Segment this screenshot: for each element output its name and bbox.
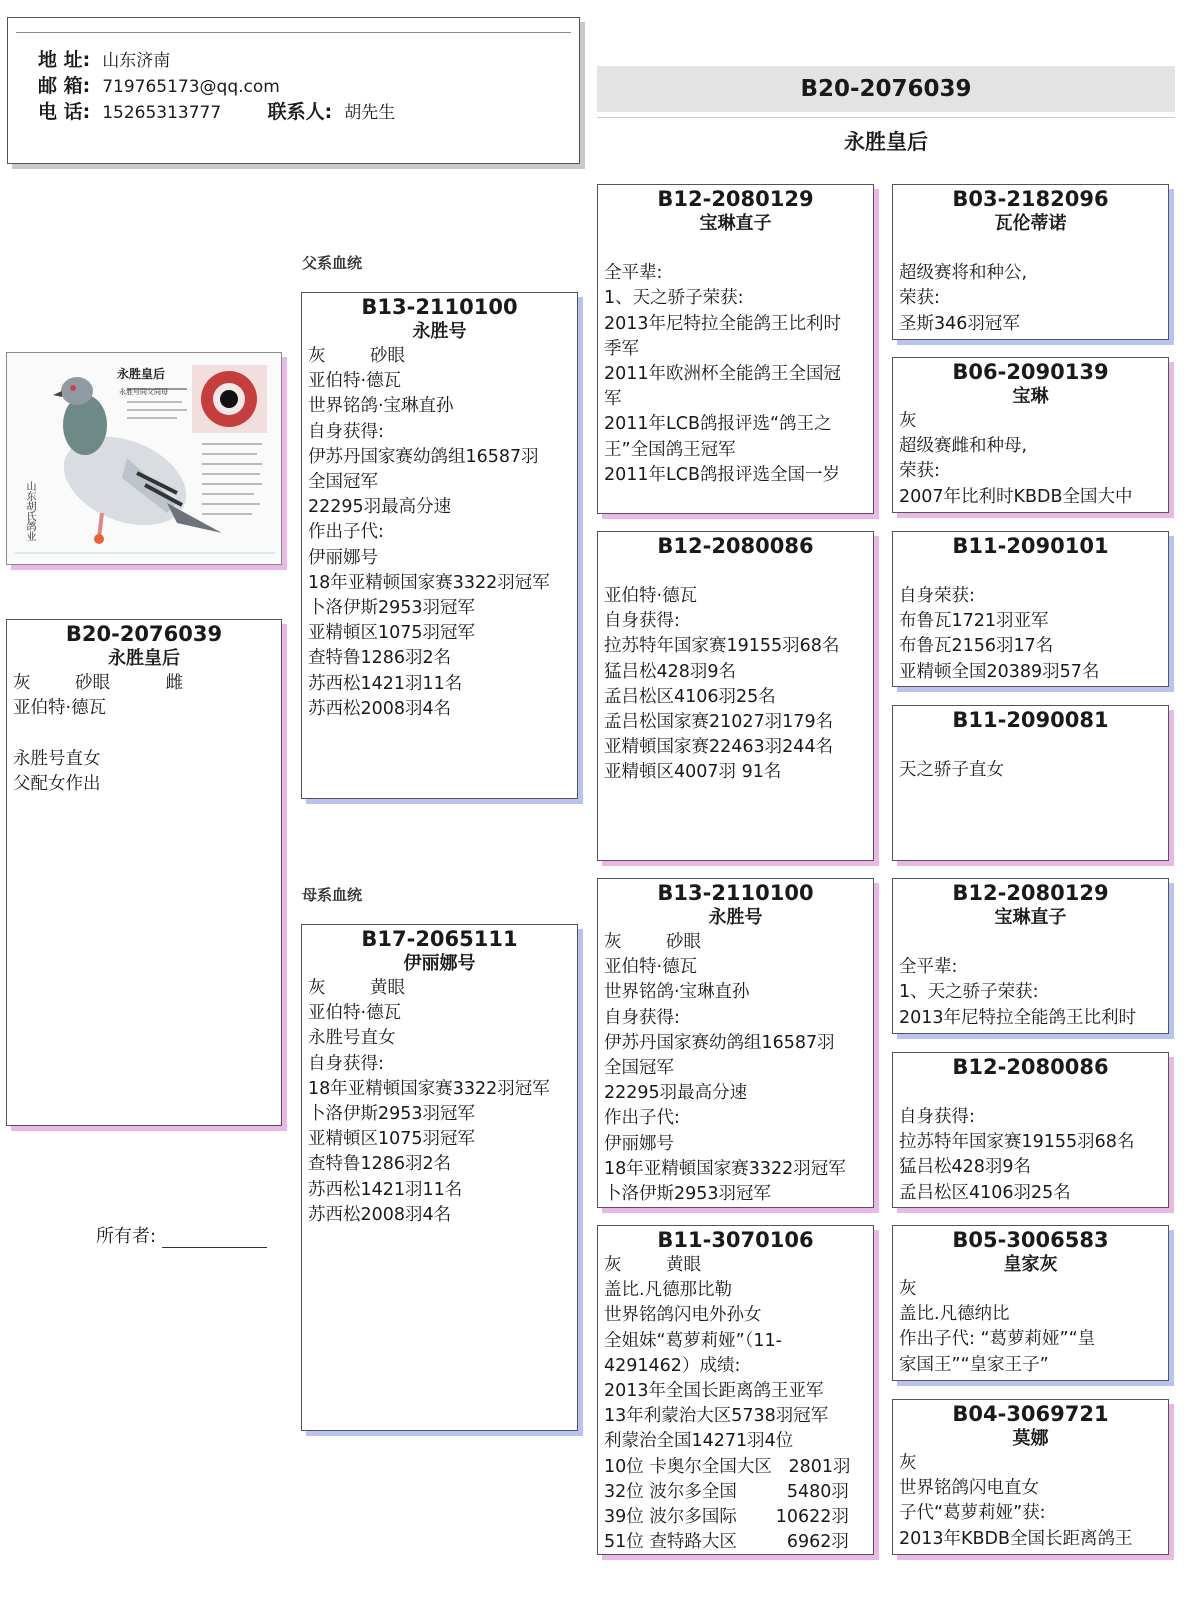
subject-details: 灰 砂眼 雌 亚伯特·德瓦 永胜号直女 父配女作出 xyxy=(13,673,184,794)
sire-dam-details: 亚伯特·德瓦 自身获得: 拉苏特年国家赛19155羽68名 猛吕松428羽9名 孟吕松区4106羽25名 孟吕松国家赛21027羽179名 亚精頓国家赛22463羽244名 亚精頓区4007羽 91名 xyxy=(604,586,840,783)
dam-sire-details: 灰 砂眼 亚伯特·德瓦 世界铭鸽·宝琳直孙 自身获得: 伊苏丹国家赛幼鸽组16587羽 全国冠军 22295羽最高分速 作出子代: 伊丽娜号 18年亚精頓国家赛3322羽冠军 卜洛伊斯2953羽冠军 xyxy=(604,932,846,1205)
sd-dam-details: 天之骄子直女 xyxy=(899,760,1004,780)
ds-sire-details: 全平辈: 1、天之骄子荣获: 2013年尼特拉全能鸽王比利时 xyxy=(899,957,1137,1028)
sire-sire-name: 宝琳直子 xyxy=(699,213,772,234)
sire-sire-ring: B12-2080129 xyxy=(657,187,814,211)
ss-dam-details: 灰 超级赛雌和种母, 荣获: 2007年比利时KBDB全国大中 xyxy=(899,411,1133,507)
ds-sire-card xyxy=(892,878,1169,1034)
dd-dam-ring: B04-3069721 xyxy=(952,1402,1109,1426)
contact-label: 联系人: xyxy=(267,101,333,123)
paternal-label: 父系血统 xyxy=(302,254,363,272)
dd-sire-ring: B05-3006583 xyxy=(952,1228,1109,1252)
ss-dam-card xyxy=(892,357,1169,513)
dd-dam-name: 莫娜 xyxy=(1012,1428,1049,1449)
photo-card-title: 永胜皇后 xyxy=(117,367,166,381)
ds-dam-card xyxy=(892,1052,1169,1208)
sire-dam-card xyxy=(597,531,874,861)
phone-label: 电 话: xyxy=(38,101,91,123)
owner-blank-line[interactable] xyxy=(162,1230,267,1248)
dam-details: 灰 黄眼 亚伯特·德瓦 永胜号直女 自身获得: 18年亚精頓国家赛3322羽冠军 卜洛伊斯2953羽冠军 亚精頓区1075羽冠军 查特鲁1286羽2名 苏西松1421羽11名 苏西松2008羽4名 xyxy=(308,978,550,1225)
email-label: 邮 箱: xyxy=(38,75,91,97)
ss-dam-name: 宝琳 xyxy=(1012,386,1049,407)
subject-card xyxy=(6,619,282,1126)
ds-sire-name: 宝琳直子 xyxy=(994,907,1067,928)
owner-label: 所有者: xyxy=(96,1226,157,1247)
sire-sire-details: 全平辈: 1、天之骄子荣获: 2013年尼特拉全能鸽王比利时 季军 2011年欧洲杯全能鸽王全国冠 军 2011年LCB鸽报评选“鸽王之 王”全国鸽王冠军 2011年LCB鸽报评选全国一岁 xyxy=(604,263,842,485)
sire-details: 灰 砂眼 亚伯特·德瓦 世界铭鸽·宝琳直孙 自身获得: 伊苏丹国家赛幼鸽组16587羽 全国冠军 22295羽最高分速 作出子代: 伊丽娜号 18年亚精顿国家赛3322羽冠军 卜洛伊斯2953羽冠军 亚精頓区1075羽冠军 查特鲁1286羽2名 苏西松1421羽11名 苏西松2008羽4名 xyxy=(308,346,550,719)
ds-dam-details: 自身获得: 拉苏特年国家赛19155羽68名 猛吕松428羽9名 孟吕松区4106羽25名 xyxy=(899,1107,1135,1203)
dam-sire-card xyxy=(597,878,874,1208)
dam-dam-ring: B11-3070106 xyxy=(657,1228,814,1252)
dd-dam-card xyxy=(892,1399,1169,1555)
sire-ring: B13-2110100 xyxy=(361,295,518,319)
photo-card-vertical-text: 山东胡氏鸽业 xyxy=(24,481,35,541)
dam-dam-details: 灰 黄眼 盖比.凡德那比勒 世界铭鸽闪电外孙女 全姐妹“葛萝莉娅”（11- 4291462）成绩: 2013年全国长距离鸽王亚军 13年利蒙治大区5738羽冠军 利蒙治全国14271羽4位 10位 卡奥尔全国大区 2801羽 32位 波尔多全国 5480羽 39位 波尔多国际 10622羽 51位 查特路大区 6962羽 xyxy=(604,1255,851,1553)
owner-field xyxy=(96,1222,267,1248)
contact-box xyxy=(7,17,580,164)
address-value: 山东济南 xyxy=(102,51,171,71)
sd-dam-ring: B11-2090081 xyxy=(952,708,1109,732)
address-row xyxy=(38,48,170,73)
sd-sire-ring: B11-2090101 xyxy=(952,534,1109,558)
sd-dam-card xyxy=(892,705,1169,861)
sire-dam-ring: B12-2080086 xyxy=(657,534,814,558)
dd-sire-card xyxy=(892,1225,1169,1381)
header-divider xyxy=(597,117,1175,118)
dam-name: 伊丽娜号 xyxy=(403,953,476,974)
dam-sire-name: 永胜号 xyxy=(708,907,763,928)
dam-card xyxy=(301,924,578,1431)
pigeon-illustration xyxy=(7,353,282,565)
pigeon-photo-card xyxy=(6,352,282,565)
dd-dam-details: 灰 世界铭鸽闪电直女 子代“葛萝莉娅”获: 2013年KBDB全国长距离鸽王 xyxy=(899,1453,1133,1549)
dd-sire-details: 灰 盖比.凡德纳比 作出子代: “葛萝莉娅”“皇 家国王”“皇家王子” xyxy=(899,1279,1096,1375)
dam-sire-ring: B13-2110100 xyxy=(657,881,814,905)
phone-row xyxy=(38,100,395,125)
ss-sire-card xyxy=(892,184,1169,340)
subject-ring: B20-2076039 xyxy=(65,622,223,646)
dam-dam-card xyxy=(597,1225,874,1555)
contact-person: 胡先生 xyxy=(344,103,396,123)
sd-sire-card xyxy=(892,531,1169,687)
address-label: 地 址: xyxy=(38,49,91,71)
email-row xyxy=(38,74,280,99)
ss-dam-ring: B06-2090139 xyxy=(952,360,1109,384)
ds-dam-ring: B12-2080086 xyxy=(952,1055,1109,1079)
dam-ring: B17-2065111 xyxy=(361,927,518,951)
header-name: 永胜皇后 xyxy=(844,130,928,154)
sd-sire-details: 自身荣获: 布鲁瓦1721羽亚军 布鲁瓦2156羽17名 亚精顿全国20389羽57名 xyxy=(899,586,1100,682)
maternal-label: 母系血统 xyxy=(302,886,363,904)
ss-sire-details: 超级赛将和种公, 荣获: 圣斯346羽冠军 xyxy=(899,263,1028,334)
sire-card xyxy=(301,292,578,799)
sire-sire-card xyxy=(597,184,874,514)
ds-sire-ring: B12-2080129 xyxy=(952,881,1109,905)
email-value[interactable]: 719765173@qq.com xyxy=(102,77,280,97)
phone-value: 15265313777 xyxy=(102,103,222,123)
photo-card-subtitle: 永胜号同父同母 xyxy=(119,388,168,396)
sire-name: 永胜号 xyxy=(412,321,467,342)
header-ring: B20-2076039 xyxy=(597,66,1175,112)
dd-sire-name: 皇家灰 xyxy=(1003,1254,1058,1275)
ss-sire-ring: B03-2182096 xyxy=(952,187,1109,211)
ss-sire-name: 瓦伦蒂诺 xyxy=(994,213,1067,234)
contact-divider xyxy=(16,32,571,33)
subject-name: 永胜皇后 xyxy=(108,648,180,669)
